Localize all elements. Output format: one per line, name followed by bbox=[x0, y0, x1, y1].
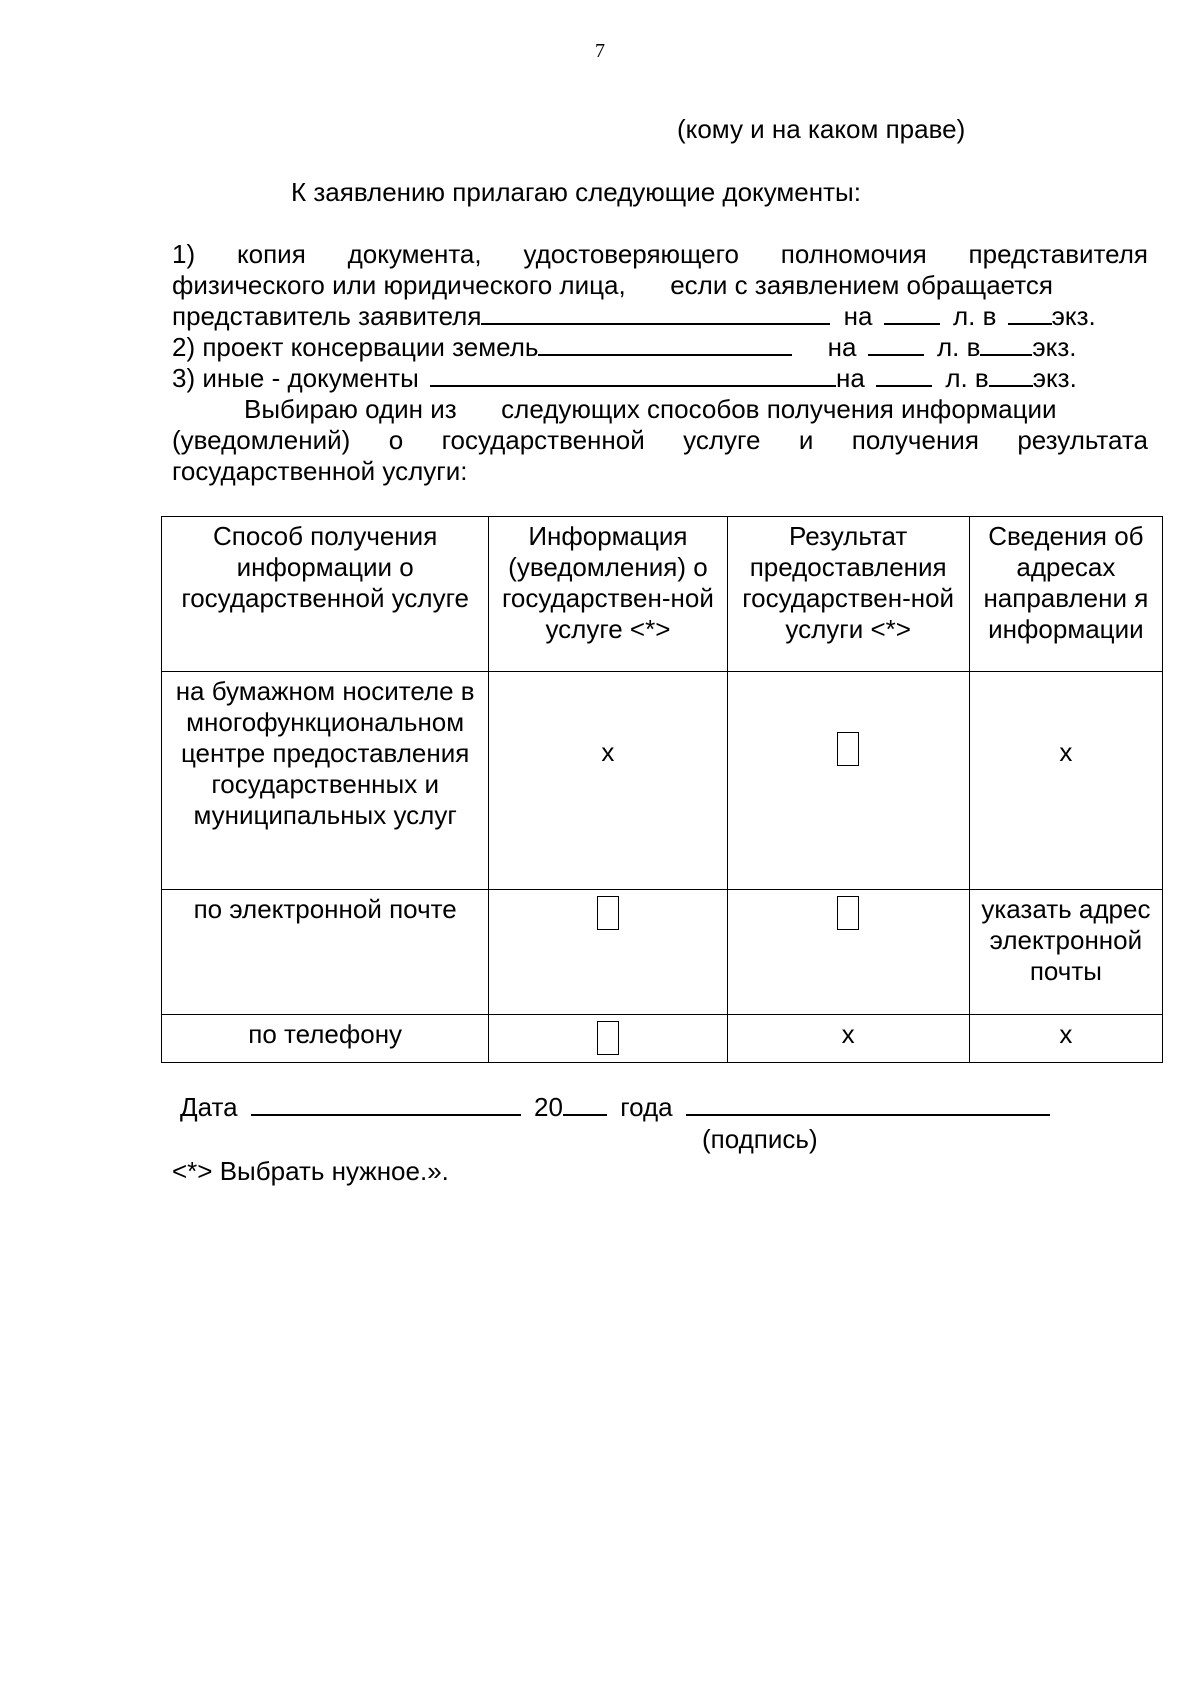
attachments-heading: К заявлению прилагаю следующие документы: bbox=[291, 177, 861, 207]
item1-lv: л. в bbox=[952, 301, 997, 331]
signature-blank[interactable] bbox=[686, 1092, 1050, 1116]
row1-address bbox=[969, 672, 1162, 890]
year-prefix: 20 bbox=[534, 1092, 563, 1122]
page-number: 7 bbox=[595, 40, 605, 62]
date-blank[interactable] bbox=[251, 1092, 521, 1116]
item1-line3 bbox=[172, 301, 1148, 332]
item1-ekz: экз. bbox=[1051, 301, 1096, 331]
row3-info bbox=[489, 1015, 727, 1063]
signature-line bbox=[180, 1092, 1156, 1123]
row1-method: на бумажном носителе в многофункциональном центре предоставления государственных и муниципальных услуг bbox=[162, 672, 489, 890]
row2-result bbox=[727, 890, 969, 1015]
item3-blank-line bbox=[430, 363, 836, 387]
item1-line2 bbox=[172, 270, 1148, 301]
table-header-row bbox=[162, 517, 1163, 672]
item2-lv: л. в bbox=[936, 332, 981, 362]
header-result: Результат предоставления государствен-ной услуги <*> bbox=[727, 517, 969, 672]
item1-line1: 1) копия документа, удостоверяющего полномочия представителя bbox=[172, 239, 1148, 269]
delivery-methods-table bbox=[161, 516, 1163, 1063]
choice-line3: государственной услуги: bbox=[172, 456, 468, 486]
row1-result bbox=[727, 672, 969, 890]
table-row bbox=[162, 672, 1163, 890]
whom-caption: (кому и на каком праве) bbox=[677, 114, 966, 144]
item3-lv: л. в bbox=[945, 363, 989, 393]
item1-blank-line bbox=[481, 301, 830, 325]
row2-info-checkbox[interactable] bbox=[597, 896, 619, 930]
choice-line1-a: Выбираю один из bbox=[244, 394, 457, 424]
item1-sheets-blank bbox=[884, 301, 940, 325]
item3-na: на bbox=[836, 363, 865, 393]
item2-ekz: экз. bbox=[1032, 332, 1077, 362]
row1-info-mark: x bbox=[601, 737, 615, 767]
item1-copies-blank bbox=[1008, 301, 1052, 325]
row2-info bbox=[489, 890, 727, 1015]
row2-result-checkbox[interactable] bbox=[837, 896, 859, 930]
item1-line2-a: физического или юридического лица, bbox=[172, 270, 626, 300]
header-method: Способ получения информации о государственной услуге bbox=[162, 517, 489, 672]
row2-method: по электронной почте bbox=[162, 890, 489, 1015]
item2-label: 2) проект консервации земель bbox=[172, 332, 539, 362]
item2-line bbox=[172, 332, 1148, 363]
item1-na: на bbox=[843, 301, 873, 331]
choice-line1-b: следующих способов получения информации bbox=[501, 394, 1057, 424]
item3-line bbox=[172, 363, 1148, 394]
row3-result bbox=[727, 1015, 969, 1063]
item3-copies-blank bbox=[989, 363, 1033, 387]
item3-ekz: экз. bbox=[1032, 363, 1077, 393]
header-address: Сведения об адресах направлени я информации bbox=[969, 517, 1162, 672]
row3-method: по телефону bbox=[162, 1015, 489, 1063]
row2-address: указать адрес электронной почты bbox=[969, 890, 1162, 1015]
item1-label: представитель заявителя bbox=[172, 301, 482, 331]
row3-result-mark: x bbox=[841, 1019, 855, 1049]
row1-info bbox=[489, 672, 727, 890]
item3-sheets-blank bbox=[876, 363, 932, 387]
item2-na: на bbox=[827, 332, 857, 362]
row1-address-mark: x bbox=[1059, 737, 1073, 767]
item2-copies-blank bbox=[980, 332, 1032, 356]
year-blank[interactable] bbox=[563, 1092, 607, 1116]
footnote: <*> Выбрать нужное.». bbox=[172, 1156, 449, 1186]
date-label: Дата bbox=[180, 1092, 238, 1122]
item2-sheets-blank bbox=[868, 332, 924, 356]
table-row bbox=[162, 890, 1163, 1015]
item3-label: 3) иные - документы bbox=[172, 363, 419, 393]
item1-line2-b: если с заявлением обращается bbox=[670, 270, 1053, 300]
item2-blank-line bbox=[538, 332, 792, 356]
row3-info-checkbox[interactable] bbox=[597, 1021, 619, 1055]
row1-result-checkbox[interactable] bbox=[837, 732, 859, 766]
table-row bbox=[162, 1015, 1163, 1063]
choice-line1 bbox=[244, 394, 1200, 425]
row3-address bbox=[969, 1015, 1162, 1063]
row3-address-mark: x bbox=[1059, 1019, 1073, 1049]
header-info: Информация (уведомления) о государствен-ной услуге <*> bbox=[489, 517, 727, 672]
signature-caption: (подпись) bbox=[702, 1124, 818, 1154]
year-suffix: года bbox=[620, 1092, 673, 1122]
choice-line2: (уведомлений) о государственной услуге и получения результата bbox=[172, 425, 1148, 455]
